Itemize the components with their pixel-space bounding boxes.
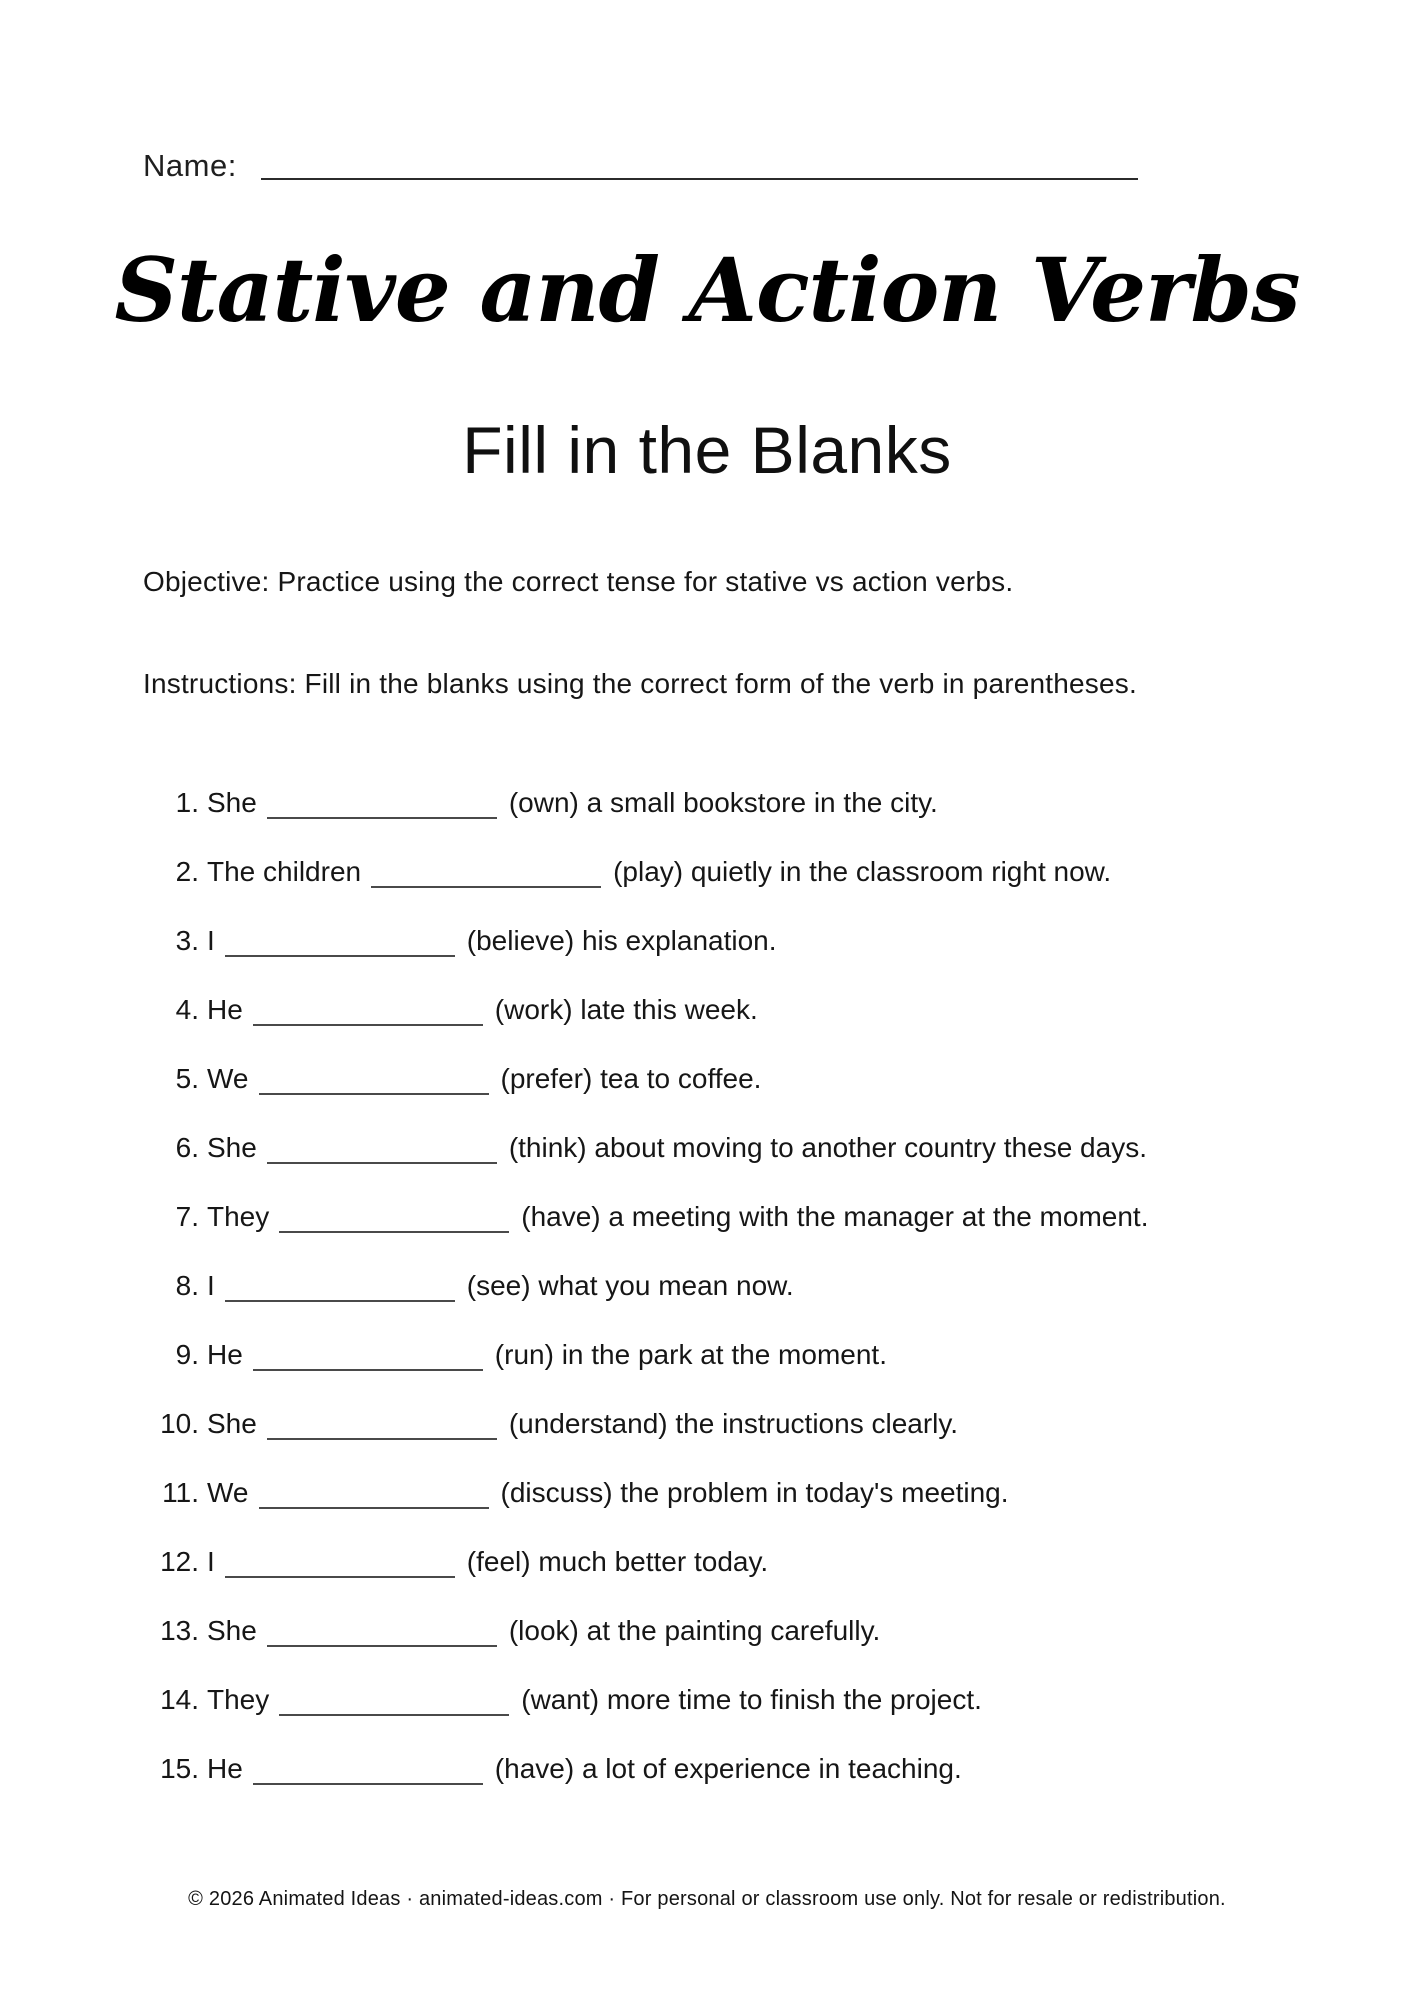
exercise-item-row [143, 786, 1364, 820]
item-verb-hint: (feel) [466, 1546, 531, 1577]
answer-blank-line[interactable] [371, 866, 601, 888]
item-verb-hint: (run) [494, 1339, 554, 1370]
item-tail-text: the problem in today's meeting. [620, 1477, 1009, 1508]
answer-blank-line[interactable] [225, 1556, 455, 1578]
page-title: Stative and Action Verbs [114, 238, 1300, 342]
item-number: 15. [160, 1753, 199, 1784]
objective-text: Objective: Practice using the correct tense for stative vs action verbs. [143, 566, 1014, 597]
item-number: 10. [160, 1408, 199, 1439]
item-tail-text: at the painting carefully. [586, 1615, 881, 1646]
item-sentence [207, 1062, 1364, 1096]
item-subject: They [207, 1201, 270, 1232]
exercise-item-row [143, 993, 1364, 1027]
page-subtitle: Fill in the Blanks [462, 413, 952, 487]
exercise-item-row [143, 1338, 1364, 1372]
item-sentence [207, 1752, 1364, 1786]
answer-blank-line[interactable] [279, 1211, 509, 1233]
item-tail-text: a small bookstore in the city. [586, 787, 938, 818]
item-tail-text: a lot of experience in teaching. [581, 1753, 962, 1784]
item-sentence [207, 993, 1364, 1027]
item-tail-text: more time to finish the project. [606, 1684, 982, 1715]
item-sentence [207, 924, 1364, 958]
answer-blank-line[interactable] [253, 1004, 483, 1026]
item-sentence [207, 786, 1364, 820]
item-subject: He [207, 994, 243, 1025]
exercise-item-row [143, 855, 1364, 889]
item-subject: We [207, 1477, 249, 1508]
answer-blank-line[interactable] [279, 1694, 509, 1716]
item-tail-text: the instructions clearly. [675, 1408, 959, 1439]
item-verb-hint: (have) [521, 1201, 601, 1232]
item-verb-hint: (discuss) [500, 1477, 613, 1508]
answer-blank-line[interactable] [267, 1418, 497, 1440]
item-verb-hint: (believe) [466, 925, 575, 956]
item-subject: I [207, 925, 215, 956]
item-verb-hint: (work) [494, 994, 573, 1025]
item-tail-text: about moving to another country these days. [594, 1132, 1147, 1163]
item-sentence [207, 1407, 1364, 1441]
item-sentence [207, 1200, 1364, 1234]
item-sentence [207, 1614, 1364, 1648]
item-sentence [207, 1131, 1364, 1165]
item-subject: The children [207, 856, 362, 887]
name-fill-line[interactable] [261, 150, 1138, 180]
answer-blank-line[interactable] [225, 1280, 455, 1302]
item-verb-hint: (prefer) [500, 1063, 593, 1094]
exercise-list [143, 786, 1364, 1821]
item-subject: He [207, 1339, 243, 1370]
item-subject: I [207, 1546, 215, 1577]
item-number: 8. [175, 1270, 199, 1301]
item-subject: He [207, 1753, 243, 1784]
item-subject: She [207, 1615, 257, 1646]
item-verb-hint: (think) [508, 1132, 587, 1163]
item-number: 12. [160, 1546, 199, 1577]
item-subject: She [207, 1132, 257, 1163]
item-tail-text: what you mean now. [538, 1270, 794, 1301]
item-verb-hint: (understand) [508, 1408, 668, 1439]
item-verb-hint: (play) [613, 856, 684, 887]
item-verb-hint: (want) [521, 1684, 600, 1715]
exercise-item-row [143, 1200, 1364, 1234]
item-number: 5. [175, 1063, 199, 1094]
answer-blank-line[interactable] [267, 1625, 497, 1647]
item-verb-hint: (look) [508, 1615, 579, 1646]
item-tail-text: much better today. [538, 1546, 769, 1577]
answer-blank-line[interactable] [259, 1073, 489, 1095]
exercise-item-row [143, 1752, 1364, 1786]
item-subject: I [207, 1270, 215, 1301]
item-tail-text: late this week. [580, 994, 758, 1025]
exercise-item-row [143, 1407, 1364, 1441]
exercise-item-row [143, 1062, 1364, 1096]
item-sentence [207, 855, 1364, 889]
item-verb-hint: (have) [494, 1753, 575, 1784]
answer-blank-line[interactable] [253, 1763, 483, 1785]
exercise-item-row [143, 1545, 1364, 1579]
item-tail-text: his explanation. [581, 925, 777, 956]
item-sentence [207, 1545, 1364, 1579]
item-tail-text: tea to coffee. [600, 1063, 762, 1094]
item-subject: We [207, 1063, 249, 1094]
answer-blank-line[interactable] [259, 1487, 489, 1509]
answer-blank-line[interactable] [267, 1142, 497, 1164]
item-number: 13. [160, 1615, 199, 1646]
exercise-item-row [143, 924, 1364, 958]
answer-blank-line[interactable] [253, 1349, 483, 1371]
item-number: 14. [160, 1684, 199, 1715]
item-number: 1. [175, 787, 199, 818]
name-label: Name: [143, 148, 237, 183]
footer-copyright: © 2026 Animated Ideas · animated-ideas.com · For personal or classroom use only. Not for resale or redistribution. [188, 1888, 1226, 1910]
item-tail-text: quietly in the classroom right now. [690, 856, 1112, 887]
item-subject: She [207, 1408, 257, 1439]
item-sentence [207, 1338, 1364, 1372]
item-number: 3. [175, 925, 199, 956]
item-subject: They [207, 1684, 270, 1715]
item-sentence [207, 1683, 1364, 1717]
item-number: 6. [175, 1132, 199, 1163]
exercise-item-row [143, 1131, 1364, 1165]
item-number: 4. [175, 994, 199, 1025]
item-sentence [207, 1269, 1364, 1303]
answer-blank-line[interactable] [267, 797, 497, 819]
item-number: 9. [175, 1339, 199, 1370]
item-verb-hint: (see) [466, 1270, 531, 1301]
answer-blank-line[interactable] [225, 935, 455, 957]
item-verb-hint: (own) [508, 787, 579, 818]
item-number: 7. [175, 1201, 199, 1232]
exercise-item-row [143, 1683, 1364, 1717]
item-number: 2. [175, 856, 199, 887]
instructions-text: Instructions: Fill in the blanks using the correct form of the verb in parentheses. [143, 668, 1137, 699]
item-number: 11. [162, 1477, 199, 1508]
item-sentence [207, 1476, 1364, 1510]
item-tail-text: a meeting with the manager at the moment. [608, 1201, 1149, 1232]
exercise-item-row [143, 1269, 1364, 1303]
item-tail-text: in the park at the moment. [561, 1339, 887, 1370]
exercise-item-row [143, 1476, 1364, 1510]
exercise-item-row [143, 1614, 1364, 1648]
name-row [143, 148, 1138, 184]
item-subject: She [207, 787, 257, 818]
